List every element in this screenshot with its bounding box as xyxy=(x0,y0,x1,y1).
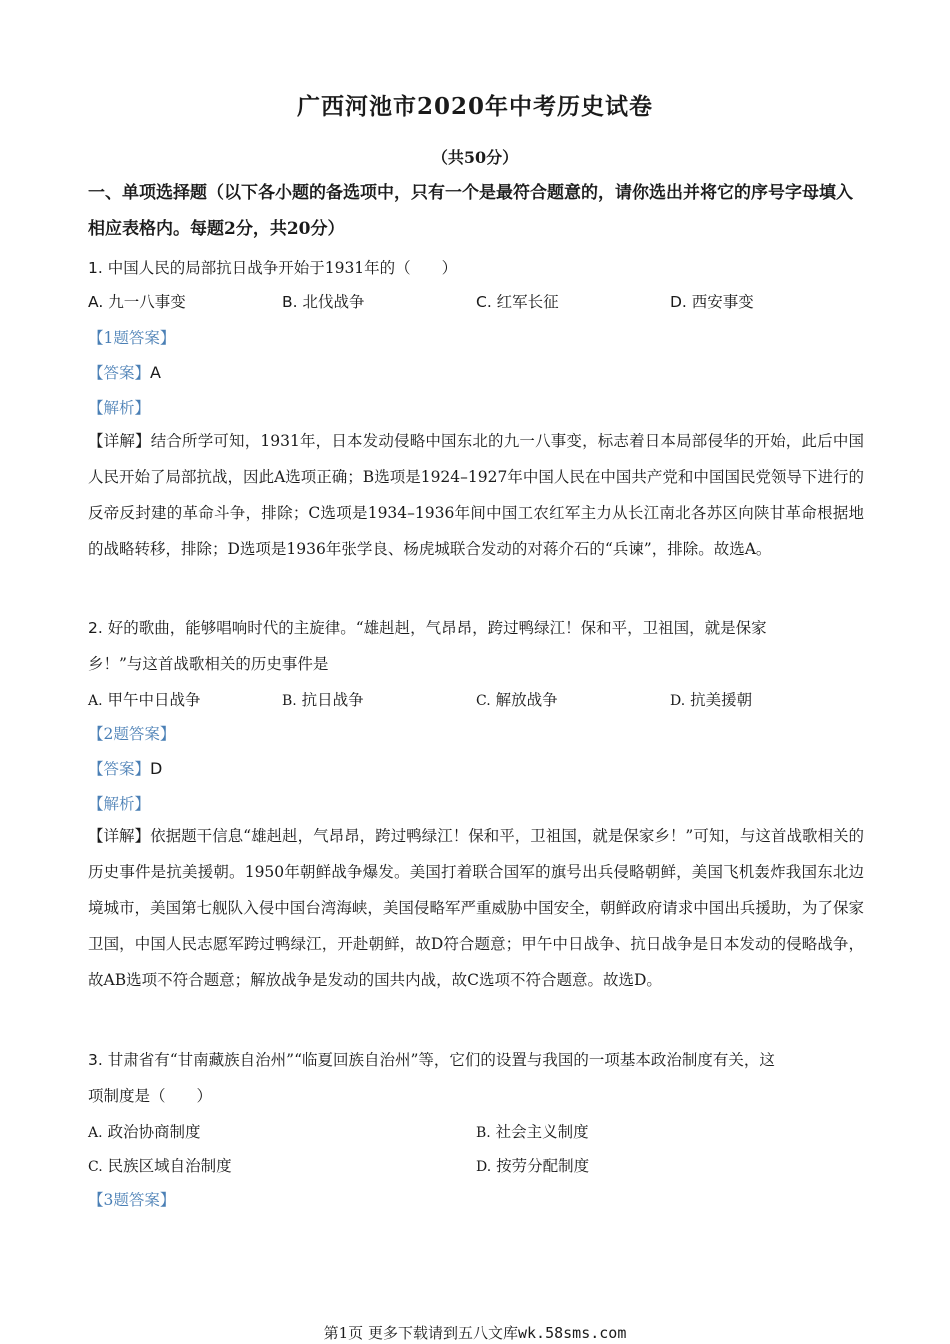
question-number: 2. xyxy=(88,619,103,637)
question-2-stem-line2: 乡！”与这首战歌相关的历史事件是 xyxy=(88,655,329,673)
download-note: 更多下载请到五八文库 xyxy=(367,1324,518,1342)
q1-detail xyxy=(88,423,864,567)
question-text: 好的歌曲，能够唱响时代的主旋律。“雄赳赳，气昂昂，跨过鸭绿江！保和平，卫祖国，就是保家 xyxy=(102,619,767,637)
detail-label: 【详解】 xyxy=(88,827,151,845)
q2-answer xyxy=(88,757,162,779)
question-3-stem-line2: 项制度是（ ） xyxy=(88,1087,213,1105)
q2-analysis-tag: 【解析】 xyxy=(88,795,151,813)
q3-option-c: C. 民族区域自治制度 xyxy=(88,1157,232,1175)
answer-value: A xyxy=(150,363,161,382)
q2-option-b: B. 抗日战争 xyxy=(282,691,364,709)
site-link[interactable]: wk.58sms.com xyxy=(517,1324,627,1342)
q3-option-b: B. 社会主义制度 xyxy=(476,1123,589,1141)
q2-option-d: D. 抗美援朝 xyxy=(670,691,753,709)
detail-text: 依据题干信息“雄赳赳，气昂昂，跨过鸭绿江！保和平，卫祖国，就是保家乡！”可知，与这首战歌相关的历史事件是抗美援朝。1950年朝鲜战争爆发。美国打着联合国军的旗号出兵侵略朝鲜，美国飞机轰炸我国东北边境城市，美国第七舰队入侵中国台湾海峡，美国侵略军严重威胁中国安全，朝鲜政府请求中国出兵援助，为了保家卫国，中国人民志愿军跨过鸭绿江，开赴朝鲜，故D符合题意；甲午中日战争、抗日战争是日本发动的侵略战争，故AB选项不符合题意；解放战争是发动的国共内战，故C选项不符合题意。故选D。 xyxy=(88,827,864,989)
q2-option-a: A. 甲午中日战争 xyxy=(88,691,201,709)
score-subtitle: （共50分） xyxy=(431,148,519,167)
q3-option-d: D. 按劳分配制度 xyxy=(476,1157,590,1175)
page-number: 第1页 xyxy=(323,1324,364,1342)
q2-detail xyxy=(88,818,864,998)
q1-option-d: D. 西安事变 xyxy=(670,293,754,311)
question-text: 甘肃省有“甘南藏族自治州”“临夏回族自治州”等，它们的设置与我国的一项基本政治制度有关，这 xyxy=(102,1051,775,1069)
q1-answer-tag: 【1题答案】 xyxy=(88,329,176,347)
q1-option-a: A. 九一八事变 xyxy=(88,293,186,311)
page-footer xyxy=(0,1322,950,1343)
q3-option-a: A. 政治协商制度 xyxy=(88,1123,201,1141)
question-3-stem-line1 xyxy=(88,1048,775,1070)
answer-value: D xyxy=(150,759,163,778)
detail-text: 结合所学可知，1931年，日本发动侵略中国东北的九一八事变，标志着日本局部侵华的开始，此后中国人民开始了局部抗战，因此A选项正确；B选项是1924–1927年中国人民在中国共产党和中国国民党领导下进行的反帝反封建的革命斗争，排除；C选项是1934–1936年间中国工农红军主力从长江南北各苏区向陕甘革命根据地的战略转移，排除；D选项是1936年张学良、杨虎城联合发动的对蒋介石的“兵谏”，排除。故选A。 xyxy=(88,432,864,558)
answer-label: 【答案】 xyxy=(88,760,151,778)
q1-analysis-tag: 【解析】 xyxy=(88,399,151,417)
q1-answer xyxy=(88,361,161,383)
page-title: 广西河池市2020年中考历史试卷 xyxy=(296,93,653,120)
question-2-stem-line1 xyxy=(88,616,767,638)
answer-label: 【答案】 xyxy=(88,364,151,382)
detail-label: 【详解】 xyxy=(88,432,151,450)
question-text: 中国人民的局部抗日战争开始于1931年的（ ） xyxy=(102,259,458,277)
question-1-stem xyxy=(88,256,457,278)
question-number: 3. xyxy=(88,1051,103,1069)
q2-answer-tag: 【2题答案】 xyxy=(88,725,176,743)
q1-option-b: B. 北伐战争 xyxy=(282,293,365,311)
section-heading: 一、单项选择题（以下各小题的备选项中，只有一个是最符合题意的，请你选出并将它的序号字母填入相应表格内。每题2分，共20分） xyxy=(88,183,853,239)
q1-option-c: C. 红军长征 xyxy=(476,293,559,311)
q3-answer-tag: 【3题答案】 xyxy=(88,1191,176,1209)
question-number: 1. xyxy=(88,259,103,277)
q2-option-c: C. 解放战争 xyxy=(476,691,558,709)
